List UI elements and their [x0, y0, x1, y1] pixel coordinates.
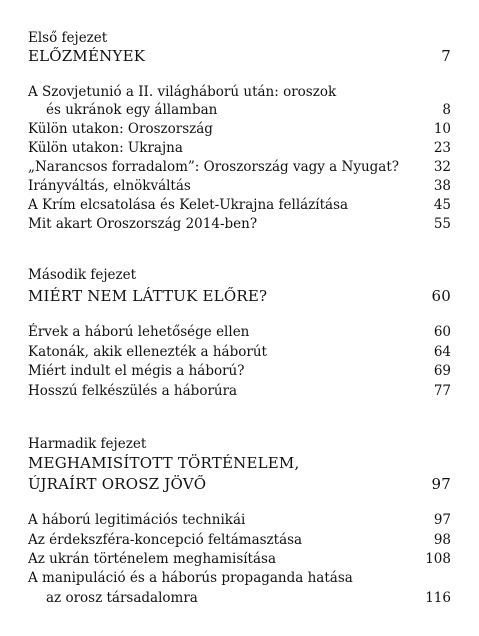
chapter-title-text: ELŐZMÉNYEK: [28, 47, 146, 65]
toc-entry-page: 108: [425, 551, 451, 567]
toc-entry: [28, 381, 451, 401]
chapter-label: [28, 28, 451, 48]
toc-entry: [28, 176, 451, 196]
toc-entry-page: 60: [433, 324, 451, 340]
toc-entry: [28, 82, 451, 102]
toc-entry: [28, 322, 451, 342]
toc-entry-text: az orosz társadalomra: [46, 590, 198, 606]
chapter-label: [28, 265, 451, 285]
toc-entry-text: Irányváltás, elnökváltás: [28, 178, 191, 194]
toc-entry: [28, 195, 451, 215]
toc-entry-page: 23: [433, 140, 451, 156]
toc-entry: [28, 342, 451, 362]
chapter-label: [28, 434, 451, 454]
toc-entry: [28, 530, 451, 550]
chapter-title: [28, 286, 451, 306]
toc-entry: [28, 119, 451, 139]
toc-entry-text: „Narancsos forradalom”: Oroszország vagy a Nyugat?: [28, 159, 399, 175]
chapter-title: [28, 453, 451, 473]
chapter-page-number: 97: [431, 475, 451, 493]
chapter-title-text: MIÉRT NEM LÁTTUK ELŐRE?: [28, 287, 268, 305]
toc-entry-page: 64: [433, 344, 451, 360]
chapter-label-text: Harmadik fejezet: [28, 436, 147, 452]
toc-entry-page: 8: [442, 102, 451, 118]
toc-entry-text: A Krím elcsatolása és Kelet-Ukrajna fellázítása: [28, 197, 349, 213]
toc-entry-text: Érvek a háború lehetősége ellen: [28, 324, 250, 340]
toc-entry: [28, 510, 451, 530]
toc-entry-page: 116: [425, 590, 451, 606]
toc-entry-text: A manipuláció és a háborús propaganda hatása: [28, 570, 353, 586]
toc-entry: [28, 100, 451, 120]
toc-entry-page: 69: [433, 363, 451, 379]
chapter-page-number: 60: [431, 287, 451, 305]
chapter-title-text: MEGHAMISÍTOTT TÖRTÉNELEM,: [28, 454, 300, 472]
chapter-label-text: Második fejezet: [28, 267, 137, 283]
chapter-title: [28, 46, 451, 66]
toc-entry-page: 45: [433, 197, 451, 213]
toc-entry-page: 98: [433, 532, 451, 548]
toc-entry-text: Mit akart Oroszország 2014-ben?: [28, 216, 258, 232]
toc-entry: [28, 568, 451, 588]
toc-entry-page: 38: [433, 178, 451, 194]
toc-entry-text: A háború legitimációs technikái: [28, 512, 246, 528]
toc-entry-page: 77: [433, 383, 451, 399]
chapter-title: [28, 474, 451, 494]
toc-entry-page: 32: [433, 159, 451, 175]
toc-entry-text: A Szovjetunió a II. világháború után: oroszok: [28, 84, 337, 100]
toc-entry: [28, 138, 451, 158]
toc-entry-page: 97: [433, 512, 451, 528]
toc-entry: [28, 361, 451, 381]
chapter-label-text: Első fejezet: [28, 30, 108, 46]
toc-entry-text: Külön utakon: Oroszország: [28, 121, 213, 137]
chapter-title-text: ÚJRAÍRT OROSZ JÖVŐ: [28, 475, 207, 493]
toc-entry-text: és ukránok egy államban: [46, 102, 218, 118]
toc-entry-text: Az érdekszféra-koncepció feltámasztása: [28, 532, 303, 548]
toc-entry: [28, 214, 451, 234]
toc-entry: [28, 588, 451, 608]
toc-entry: [28, 549, 451, 569]
toc-entry-text: Az ukrán történelem meghamisítása: [28, 551, 277, 567]
toc-entry: [28, 157, 451, 177]
toc-entry-text: Miért indult el mégis a háború?: [28, 363, 245, 379]
toc-entry-page: 10: [433, 121, 451, 137]
toc-entry-text: Hosszú felkészülés a háborúra: [28, 383, 238, 399]
toc-entry-page: 55: [433, 216, 451, 232]
toc-entry-text: Katonák, akik ellenezték a háborút: [28, 344, 267, 360]
toc-entry-text: Külön utakon: Ukrajna: [28, 140, 183, 156]
chapter-page-number: 7: [441, 47, 451, 65]
